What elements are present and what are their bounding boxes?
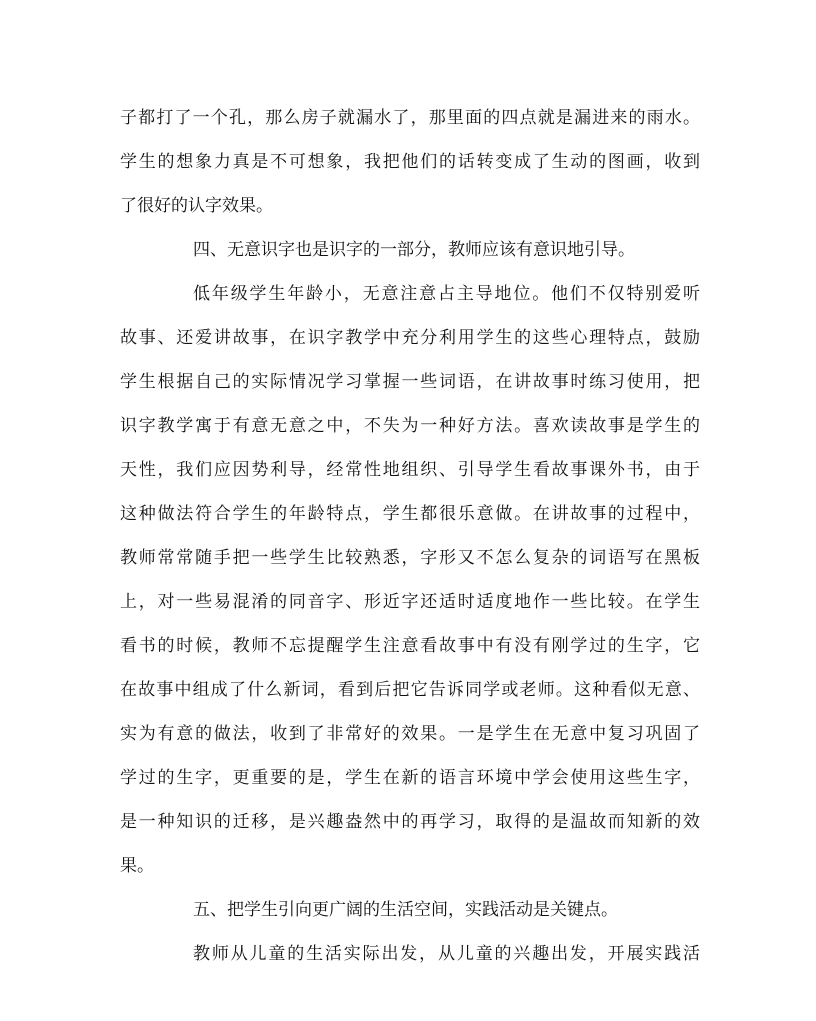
text-line: 了很好的认字效果。: [120, 196, 273, 216]
text-line: 学生根据自己的实际情况学习掌握一些词语，在讲故事时练习使用，把: [120, 372, 700, 392]
text-line: 故事、还爱讲故事，在识字教学中充分利用学生的这些心理特点，鼓励: [120, 328, 700, 348]
text-line: 教师常常随手把一些学生比较熟悉，字形又不怎么复杂的词语写在黑板: [120, 548, 700, 568]
text-line: 实为有意的做法，收到了非常好的效果。一是学生在无意中复习巩固了: [120, 724, 700, 744]
section-heading: 四、无意识字也是识字的一部分，教师应该有意识地引导。: [193, 240, 635, 260]
text-line: 天性，我们应因势利导，经常性地组织、引导学生看故事课外书，由于: [120, 460, 700, 480]
text-line: 是一种知识的迁移，是兴趣盎然中的再学习，取得的是温故而知新的效: [120, 812, 700, 832]
text-line: 识字教学寓于有意无意之中，不失为一种好方法。喜欢读故事是学生的: [120, 416, 700, 436]
text-line: 低年级学生年龄小，无意注意占主导地位。他们不仅特别爱听: [193, 284, 700, 304]
section-heading: 五、把学生引向更广阔的生活空间，实践活动是关键点。: [193, 900, 618, 920]
text-line: 果。: [120, 856, 154, 876]
text-line: 学生的想象力真是不可想象，我把他们的话转变成了生动的图画，收到: [120, 152, 700, 172]
text-line: 这种做法符合学生的年龄特点，学生都很乐意做。在讲故事的过程中，: [120, 504, 700, 524]
text-line: 上，对一些易混淆的同音字、形近字还适时适度地作一些比较。在学生: [120, 592, 700, 612]
text-line: 在故事中组成了什么新词，看到后把它告诉同学或老师。这种看似无意、: [120, 680, 700, 700]
text-line: 子都打了一个孔，那么房子就漏水了，那里面的四点就是漏进来的雨水。: [120, 108, 700, 128]
text-line: 学过的生字，更重要的是，学生在新的语言环境中学会使用这些生字，: [120, 768, 700, 788]
text-line: 教师从儿童的生活实际出发，从儿童的兴趣出发，开展实践活: [193, 944, 700, 964]
text-line: 看书的时候，教师不忘提醒学生注意看故事中有没有刚学过的生字，它: [120, 636, 700, 656]
